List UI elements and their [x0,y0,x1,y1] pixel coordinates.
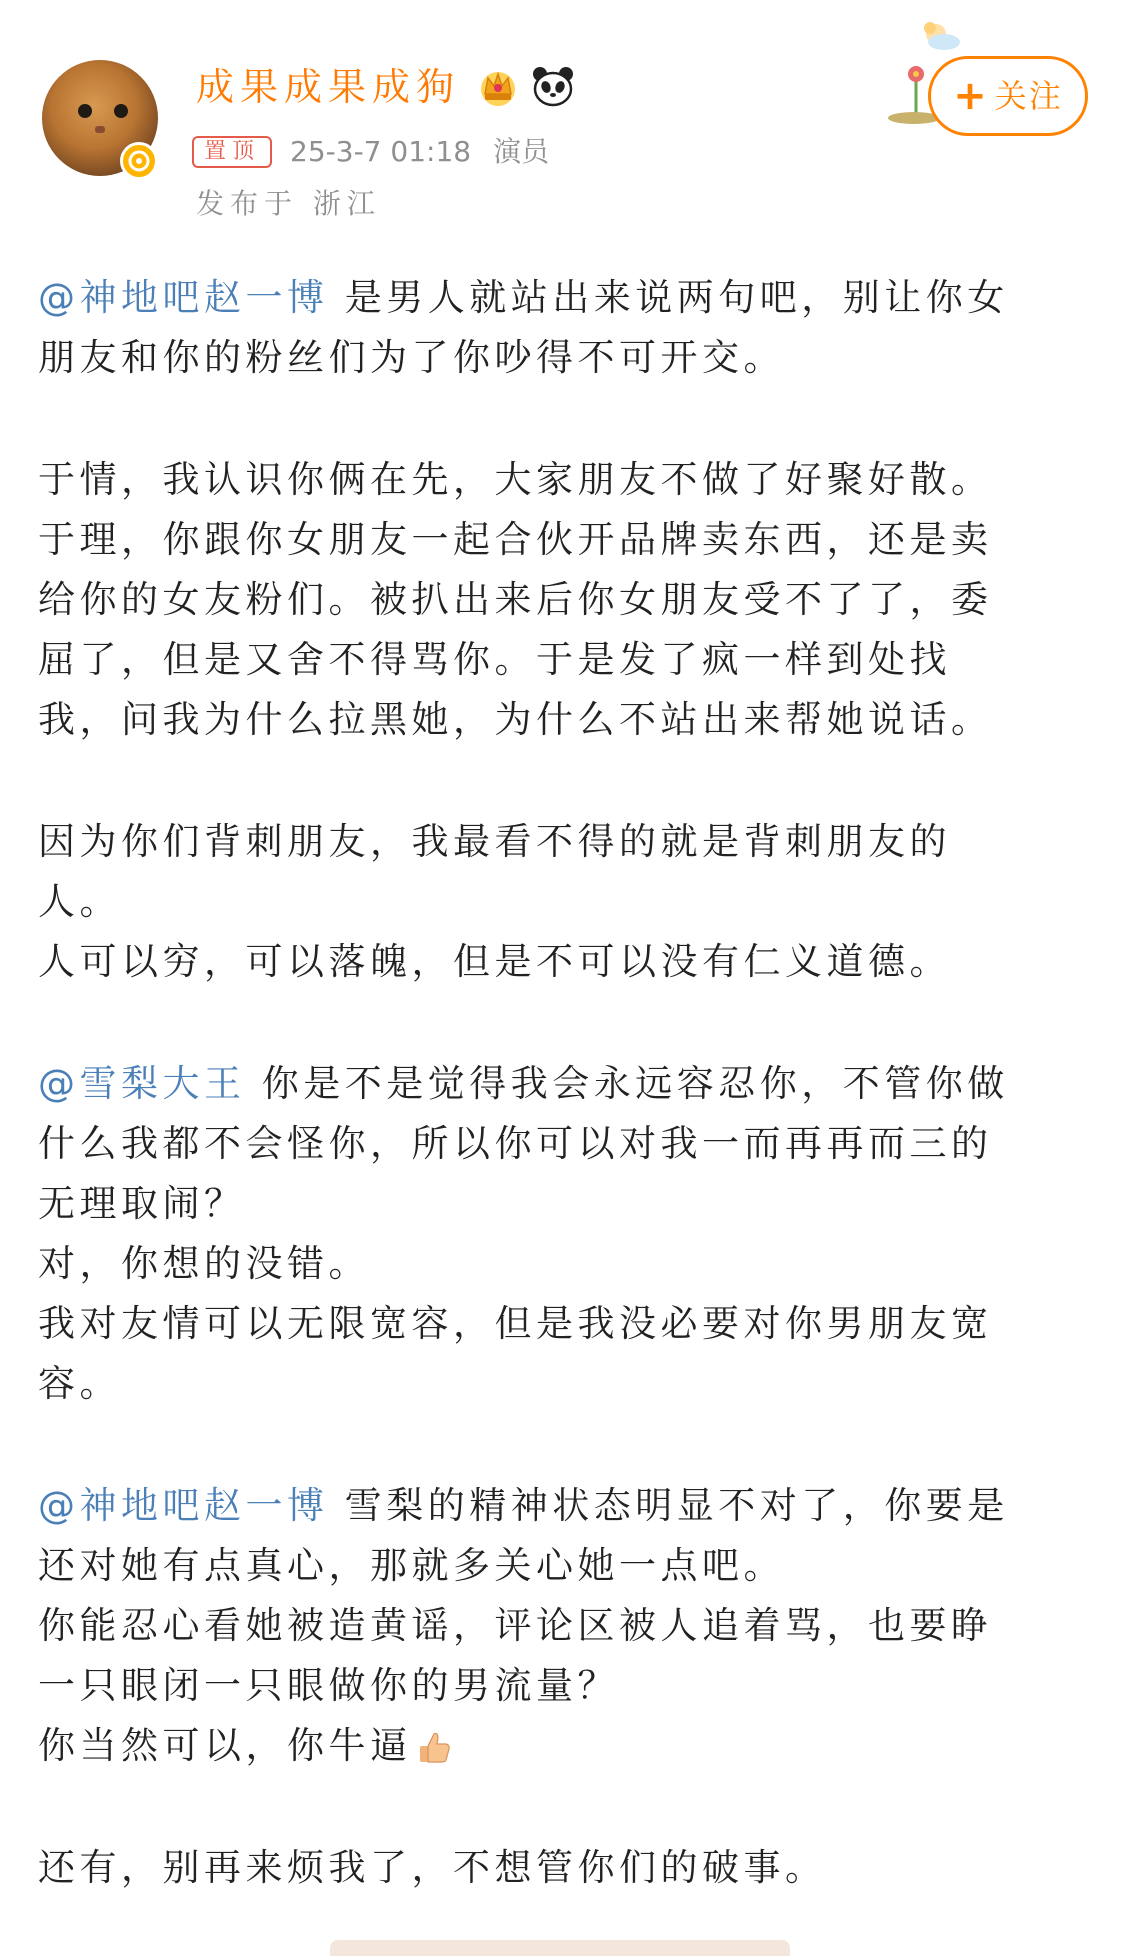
follow-button[interactable] [928,56,1088,136]
post-line: 于理，你跟你女朋友一起合伙开品牌卖东西，还是卖 [38,518,993,561]
post-line: 因为你们背刺朋友，我最看不得的就是背刺朋友的 [38,820,951,863]
post-meta [192,134,571,174]
post-line [38,1054,1090,1114]
post-line: 我，问我为什么拉黑她，为什么不站出来帮她说话。 [38,698,993,741]
panda-icon [530,64,576,108]
bottom-card-edge [330,1940,790,1956]
paragraph [38,268,1090,388]
post-line: 容。 [38,1362,121,1405]
post-location: 发布于 浙江 [196,187,381,220]
post-line: 对，你想的没错。 [38,1242,370,1285]
paragraph [38,812,1090,992]
username[interactable]: 成果成果成狗 [196,65,461,109]
mention-link[interactable]: @雪梨大王 [38,1062,246,1105]
paragraph [38,1476,1090,1776]
avatar-nose [95,126,105,133]
post-body [38,268,1090,1960]
thumbs-up-icon [414,1728,454,1768]
crown-icon [476,66,520,108]
post-line: 还对她有点真心，那就多关心她一点吧。 [38,1544,785,1587]
verified-icon [120,142,158,180]
post-line: 什么我都不会怪你，所以你可以对我一而再再而三的 [38,1122,993,1165]
post-line: 无理取闹？ [38,1182,246,1225]
post-line: 还有，别再来烦我了，不想管你们的破事。 [38,1846,827,1889]
post-line: 我对友情可以无限宽容，但是我没必要对你男朋友宽 [38,1302,993,1345]
pinned-badge: 置顶 [192,136,272,168]
post-line: 人。 [38,880,121,923]
line-text: 你是不是觉得我会永远容忍你，不管你做 [245,1062,1009,1105]
post-line: 一只眼闭一只眼做你的男流量？ [38,1664,619,1707]
post-line [38,268,1090,328]
post-date: 25-3-7 01:18 [290,135,472,168]
post-line: 屈了，但是又舍不得骂你。于是发了疯一样到处找 [38,638,951,681]
mention-link[interactable]: @神地吧赵一博 [38,276,329,319]
follow-button-label: 关注 [994,77,1063,115]
line-text: 雪梨的精神状态明显不对了，你要是 [328,1484,1009,1527]
post-line: 朋友和你的粉丝们为了你吵得不可开交。 [38,336,785,379]
post-line: 人可以穷，可以落魄，但是不可以没有仁义道德。 [38,940,951,983]
paragraph [38,450,1090,750]
line-text: 是男人就站出来说两句吧，别让你女 [328,276,1009,319]
paragraph [38,1838,1090,1898]
avatar-eye-left [78,104,92,118]
user-role: 演员 [493,135,550,168]
post-line: 给你的女友粉们。被扒出来后你女朋友受不了了，委 [38,578,993,621]
post-line [38,1476,1090,1536]
paragraph [38,1054,1090,1414]
line-text: 你当然可以，你牛逼 [38,1724,412,1767]
post-line [38,1716,1090,1776]
post-line: 你能忍心看她被造黄谣，评论区被人追着骂，也要睁 [38,1604,993,1647]
post-line: 于情，我认识你俩在先，大家朋友不做了好聚好散。 [38,458,993,501]
avatar-eye-right [114,104,128,118]
mention-link[interactable]: @神地吧赵一博 [38,1484,329,1527]
post-header [0,0,1124,230]
plus-icon: + [953,73,989,119]
